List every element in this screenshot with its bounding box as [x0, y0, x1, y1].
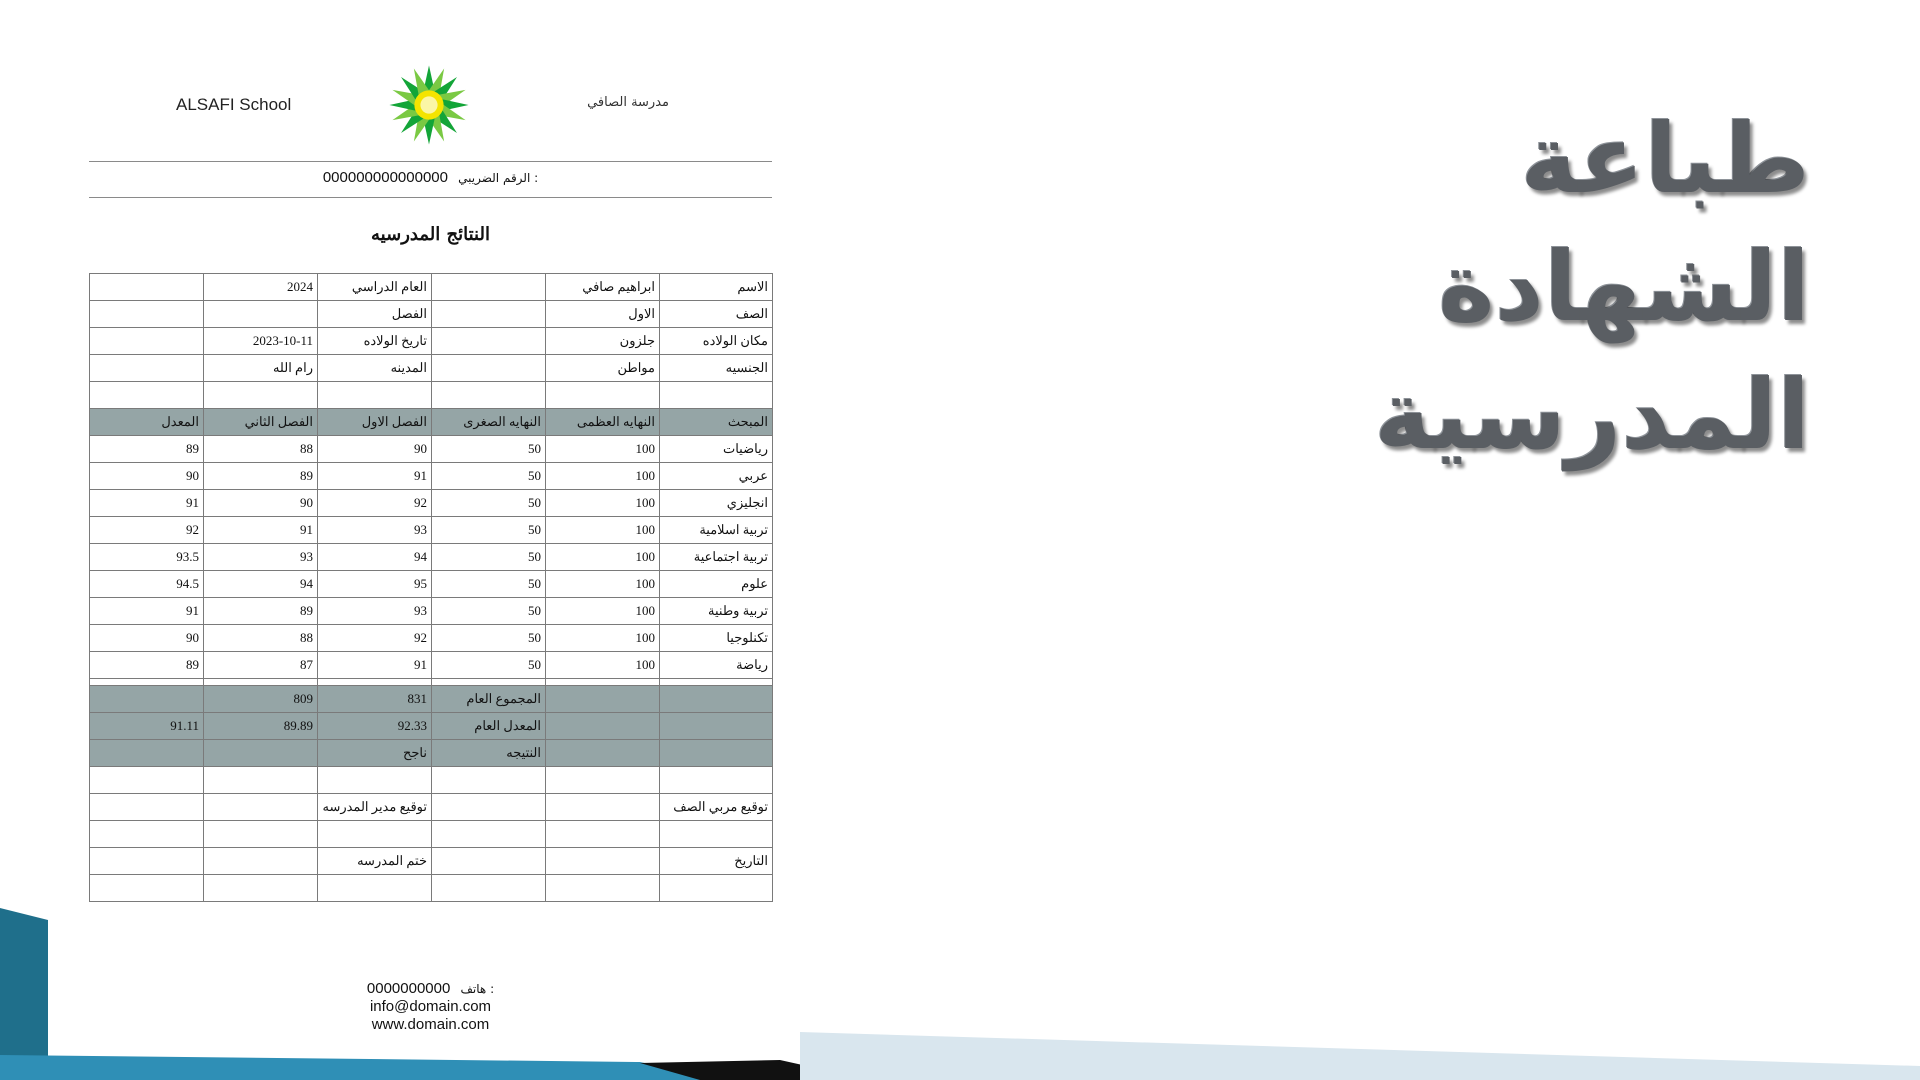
subject: تربية وطنية — [660, 598, 773, 625]
max-mark: 100 — [546, 571, 660, 598]
spacer-row — [90, 382, 773, 409]
average-mark: 90 — [90, 463, 204, 490]
grade-row — [90, 571, 773, 598]
min-mark: 50 — [432, 625, 546, 652]
birthdate-label: تاريخ الولاده — [318, 328, 432, 355]
term1-mark: 94 — [318, 544, 432, 571]
result-label: النتيجه — [432, 740, 546, 767]
grade-row — [90, 625, 773, 652]
birthplace-label: مكان الولاده — [660, 328, 773, 355]
blank-cell — [90, 301, 204, 328]
average-mark: 91 — [90, 598, 204, 625]
slide-title: طباعة الشهادة المدرسية — [1374, 103, 1810, 471]
column-header-average: المعدل — [90, 409, 204, 436]
spacer-row — [90, 767, 773, 794]
tax-number-value: 000000000000000 — [322, 169, 448, 186]
certificate-document — [89, 44, 772, 1044]
nationality-value: مواطن — [546, 355, 660, 382]
results-title: النتائج المدرسيه — [371, 224, 490, 245]
email-text: info@domain.com — [369, 998, 492, 1015]
term2-mark: 94 — [204, 571, 318, 598]
blank-cell — [90, 848, 204, 875]
left-blue-band — [0, 908, 48, 1080]
class-teacher-signature-label: توقيع مربي الصف — [660, 794, 773, 821]
info-row — [90, 355, 773, 382]
average-mark: 91 — [90, 490, 204, 517]
blank-cell — [546, 686, 660, 713]
contact-footer — [89, 980, 772, 1034]
blank-cell — [660, 740, 773, 767]
grade-row — [90, 490, 773, 517]
phone-number: 0000000000 — [366, 980, 451, 997]
phone-label: هاتف : — [460, 982, 495, 996]
term1-mark: 92 — [318, 490, 432, 517]
term1-mark: 93 — [318, 598, 432, 625]
term-value — [204, 301, 318, 328]
blank-cell — [90, 686, 204, 713]
school-name-arabic: مدرسة الصافي — [587, 95, 669, 110]
info-row — [90, 328, 773, 355]
max-mark: 100 — [546, 436, 660, 463]
min-mark: 50 — [432, 544, 546, 571]
max-mark: 100 — [546, 517, 660, 544]
column-header-subject: المبحث — [660, 409, 773, 436]
average-overall: 91.11 — [90, 713, 204, 740]
name-label: الاسم — [660, 274, 773, 301]
bottom-blue-band — [0, 1055, 720, 1080]
blank-cell — [432, 355, 546, 382]
max-mark: 100 — [546, 490, 660, 517]
subject: تربية اسلامية — [660, 517, 773, 544]
info-row — [90, 274, 773, 301]
average-mark: 94.5 — [90, 571, 204, 598]
tax-number-line — [89, 169, 772, 186]
column-header-term2: الفصل الثاني — [204, 409, 318, 436]
max-mark: 100 — [546, 625, 660, 652]
website-text: www.domain.com — [371, 1016, 490, 1033]
total-term2: 809 — [204, 686, 318, 713]
city-label: المدينه — [318, 355, 432, 382]
max-mark: 100 — [546, 652, 660, 679]
average-mark: 93.5 — [90, 544, 204, 571]
grade-value: الاول — [546, 301, 660, 328]
blank-cell — [90, 740, 204, 767]
average-mark: 92 — [90, 517, 204, 544]
grade-row — [90, 652, 773, 679]
grade-row — [90, 463, 773, 490]
school-name-english: ALSAFI School — [176, 95, 292, 114]
result-row — [90, 740, 773, 767]
date-seal-row — [90, 848, 773, 875]
term2-mark: 89 — [204, 463, 318, 490]
tax-number-label: الرقم الضريبي : — [458, 171, 539, 185]
blank-cell — [432, 794, 546, 821]
city-value: رام الله — [204, 355, 318, 382]
min-mark: 50 — [432, 436, 546, 463]
blank-cell — [546, 794, 660, 821]
min-mark: 50 — [432, 652, 546, 679]
result-value: ناجح — [318, 740, 432, 767]
blank-cell — [432, 301, 546, 328]
term2-mark: 87 — [204, 652, 318, 679]
blank-cell — [90, 274, 204, 301]
column-header-term1: الفصل الاول — [318, 409, 432, 436]
term-label: الفصل — [318, 301, 432, 328]
average-mark: 89 — [90, 652, 204, 679]
term2-mark: 88 — [204, 436, 318, 463]
principal-signature-label: توقيع مدير المدرسه — [318, 794, 432, 821]
min-mark: 50 — [432, 517, 546, 544]
subject: عربي — [660, 463, 773, 490]
blank-cell — [432, 848, 546, 875]
subject: علوم — [660, 571, 773, 598]
column-header-max: النهايه العظمى — [546, 409, 660, 436]
results-table — [89, 273, 773, 902]
blank-cell — [204, 794, 318, 821]
blank-cell — [432, 328, 546, 355]
subject: تربية اجتماعية — [660, 544, 773, 571]
header-divider-bottom — [89, 197, 772, 198]
spacer-row — [90, 679, 773, 686]
term1-mark: 95 — [318, 571, 432, 598]
grade-row — [90, 598, 773, 625]
blank-cell — [546, 713, 660, 740]
grade-label: الصف — [660, 301, 773, 328]
min-mark: 50 — [432, 463, 546, 490]
term1-mark: 93 — [318, 517, 432, 544]
term1-mark: 92 — [318, 625, 432, 652]
min-mark: 50 — [432, 598, 546, 625]
grade-row — [90, 544, 773, 571]
blank-cell — [90, 794, 204, 821]
info-row — [90, 301, 773, 328]
school-logo-icon — [386, 62, 472, 148]
blank-cell — [546, 848, 660, 875]
birthdate-value: 2023-10-11 — [204, 328, 318, 355]
spacer-row — [90, 875, 773, 902]
signature-row — [90, 794, 773, 821]
header-divider-top — [89, 161, 772, 162]
grade-row — [90, 517, 773, 544]
spacer-row — [90, 821, 773, 848]
blank-cell — [660, 713, 773, 740]
term2-mark: 93 — [204, 544, 318, 571]
total-row — [90, 686, 773, 713]
min-mark: 50 — [432, 571, 546, 598]
term2-mark: 88 — [204, 625, 318, 652]
blank-cell — [90, 328, 204, 355]
year-label: العام الدراسي — [318, 274, 432, 301]
year-value: 2024 — [204, 274, 318, 301]
blank-cell — [432, 274, 546, 301]
term2-mark: 90 — [204, 490, 318, 517]
max-mark: 100 — [546, 544, 660, 571]
phone-line — [89, 980, 772, 998]
school-seal-label: ختم المدرسه — [318, 848, 432, 875]
nationality-label: الجنسيه — [660, 355, 773, 382]
subject: تكنلوجيا — [660, 625, 773, 652]
blank-cell — [546, 740, 660, 767]
average-label: المعدل العام — [432, 713, 546, 740]
max-mark: 100 — [546, 598, 660, 625]
name-value: ابراهيم صافي — [546, 274, 660, 301]
grades-header-row — [90, 409, 773, 436]
average-mark: 89 — [90, 436, 204, 463]
grade-row — [90, 436, 773, 463]
blank-cell — [660, 686, 773, 713]
blank-cell — [204, 848, 318, 875]
term2-mark: 89 — [204, 598, 318, 625]
subject: رياضيات — [660, 436, 773, 463]
bottom-light-band — [800, 1032, 1920, 1080]
total-term1: 831 — [318, 686, 432, 713]
term1-mark: 91 — [318, 463, 432, 490]
date-label: التاريخ — [660, 848, 773, 875]
max-mark: 100 — [546, 463, 660, 490]
subject: رياضة — [660, 652, 773, 679]
blank-cell — [90, 355, 204, 382]
column-header-min: النهايه الصغرى — [432, 409, 546, 436]
average-mark: 90 — [90, 625, 204, 652]
average-row — [90, 713, 773, 740]
blank-cell — [204, 740, 318, 767]
average-term1: 92.33 — [318, 713, 432, 740]
term1-mark: 90 — [318, 436, 432, 463]
subject: انجليزي — [660, 490, 773, 517]
min-mark: 50 — [432, 490, 546, 517]
average-term2: 89.89 — [204, 713, 318, 740]
birthplace-value: جلزون — [546, 328, 660, 355]
total-label: المجموع العام — [432, 686, 546, 713]
term1-mark: 91 — [318, 652, 432, 679]
term2-mark: 91 — [204, 517, 318, 544]
